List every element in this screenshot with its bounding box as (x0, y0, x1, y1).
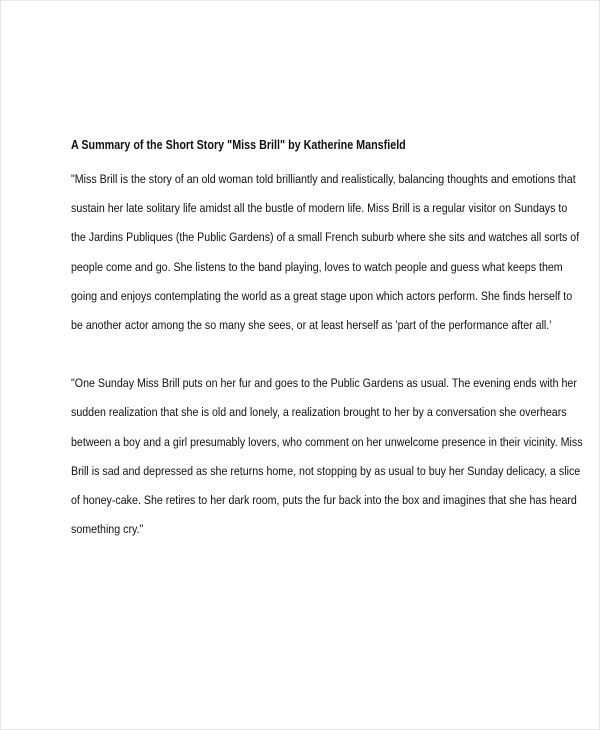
paragraph-line: between a boy and a girl presumably lovers, who comment on her unwelcome presence in their vicinity. Miss (71, 434, 583, 449)
paragraph-line: sudden realization that she is old and lonely, a realization brought to her by a conversation she overhears (71, 405, 567, 420)
paragraph-line: be another actor among the so many she sees, or at least herself as 'part of the performance after all.' (71, 318, 552, 333)
paragraph-line: of honey-cake. She retires to her dark room, puts the fur back into the box and imagines that she has heard (71, 493, 577, 508)
summary-paragraph-1 (71, 165, 580, 340)
summary-paragraph-2 (71, 369, 583, 544)
paragraph-line: Brill is sad and depressed as she returns home, not stopping by as usual to buy her Sunday delicacy, a slice (71, 463, 581, 478)
document-title: A Summary of the Short Story "Miss Brill" by Katherine Mansfield (71, 138, 406, 152)
paragraph-line: the Jardins Publiques (the Public Gardens) of a small French suburb where she sits and watches all sorts of (71, 230, 580, 245)
paragraph-line: "One Sunday Miss Brill puts on her fur and goes to the Public Gardens as usual. The evening ends with her (71, 376, 577, 391)
paragraph-line: something cry." (71, 522, 144, 537)
document-body (71, 137, 583, 544)
paragraph-line: "Miss Brill is the story of an old woman told brilliantly and realistically, balancing thoughts and emotions that (71, 172, 576, 186)
paragraph-line: people come and go. She listens to the band playing, loves to watch people and guess what keeps them (71, 259, 563, 274)
paragraph-line: sustain her late solitary life amidst all the bustle of modern life. Miss Brill is a regular visitor on Sundays to (71, 201, 568, 216)
paragraph-line: going and enjoys contemplating the world as a great stage upon which actors perform. She finds herself to (71, 288, 573, 303)
